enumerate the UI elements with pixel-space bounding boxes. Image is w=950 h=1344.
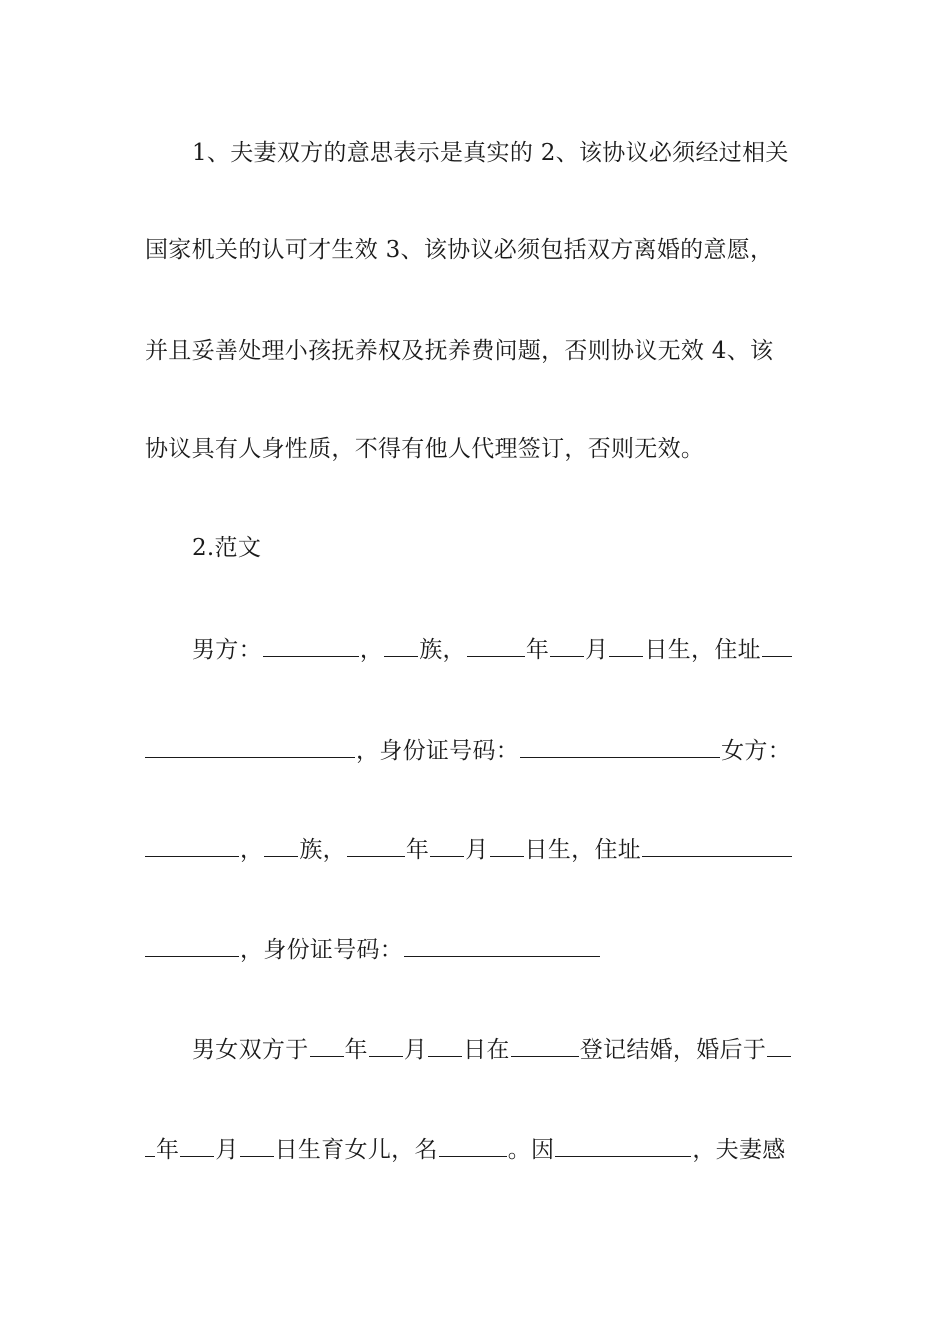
year-label: 年 — [344, 1037, 368, 1063]
marry-place-blank[interactable] — [511, 1034, 579, 1057]
male-name-blank[interactable] — [263, 634, 359, 657]
id-label: ，身份证号码： — [356, 738, 520, 764]
ethnic-label: 族， — [419, 637, 466, 663]
birth-year-blank-start[interactable] — [767, 1034, 791, 1057]
female-day-blank[interactable] — [490, 834, 524, 857]
couple-feel-label: ，夫妻感 — [692, 1137, 786, 1163]
female-info-line-2 — [145, 934, 815, 965]
year-label: 年 — [525, 637, 550, 663]
reason-blank[interactable] — [555, 1134, 691, 1157]
male-info-line-1 — [192, 634, 812, 665]
male-day-blank[interactable] — [609, 634, 643, 657]
male-year-blank[interactable] — [467, 634, 525, 657]
born-address-label: 日生，住址 — [524, 837, 642, 863]
birth-month-blank[interactable] — [180, 1134, 214, 1157]
marriage-line-2 — [145, 1134, 815, 1165]
marriage-line-1 — [192, 1034, 812, 1065]
female-address-blank[interactable] — [642, 834, 792, 857]
period: 。 — [507, 1137, 532, 1163]
female-address-blank-end[interactable] — [145, 934, 239, 957]
paragraph-line-2: 国家机关的认可才生效 3、该协议必须包括双方离婚的意愿， — [145, 237, 774, 263]
paragraph-line-1: 1、夫妻双方的意思表示是真实的 2、该协议必须经过相关 — [192, 140, 789, 166]
month-label: 月 — [465, 837, 489, 863]
marry-day-blank[interactable] — [428, 1034, 462, 1057]
month-label: 月 — [585, 637, 609, 663]
section-heading: 2.范文 — [192, 535, 262, 561]
daughter-name-blank[interactable] — [439, 1134, 507, 1157]
married-intro: 男女双方于 — [192, 1037, 309, 1063]
day-at-label: 日在 — [463, 1037, 510, 1063]
marry-year-blank[interactable] — [310, 1034, 344, 1057]
id-label: ，身份证号码： — [240, 937, 404, 963]
female-name-blank[interactable] — [145, 834, 239, 857]
comma: ， — [240, 837, 264, 863]
male-address-blank[interactable] — [145, 735, 355, 758]
marry-month-blank[interactable] — [369, 1034, 403, 1057]
born-address-label: 日生，住址 — [644, 637, 761, 663]
because-label: 因 — [531, 1137, 555, 1163]
male-label: 男方： — [192, 637, 262, 663]
birth-year-blank-end[interactable] — [145, 1134, 155, 1157]
paragraph-line-4: 协议具有人身性质，不得有他人代理签订，否则无效。 — [145, 436, 705, 462]
month-label: 月 — [215, 1137, 239, 1163]
male-address-blank-start[interactable] — [762, 634, 792, 657]
ethnic-label: 族， — [299, 837, 346, 863]
year-label: 年 — [405, 837, 430, 863]
female-ethnic-blank[interactable] — [264, 834, 298, 857]
birth-day-blank[interactable] — [240, 1134, 274, 1157]
female-label: 女方： — [721, 738, 792, 764]
paragraph-line-3: 并且妥善处理小孩抚养权及抚养费问题，否则协议无效 4、该 — [145, 338, 774, 364]
registered-label: 登记结婚，婚后于 — [579, 1037, 767, 1063]
female-id-blank[interactable] — [404, 934, 600, 957]
female-info-line-1 — [145, 834, 815, 865]
comma: ， — [359, 637, 384, 663]
male-info-line-2 — [145, 735, 815, 766]
male-ethnic-blank[interactable] — [384, 634, 418, 657]
month-label: 月 — [403, 1037, 428, 1063]
male-id-blank[interactable] — [520, 735, 720, 758]
year-label: 年 — [156, 1137, 180, 1163]
female-month-blank[interactable] — [430, 834, 464, 857]
male-month-blank[interactable] — [550, 634, 584, 657]
female-year-blank[interactable] — [347, 834, 405, 857]
birth-daughter-label: 日生育女儿，名 — [274, 1137, 438, 1163]
